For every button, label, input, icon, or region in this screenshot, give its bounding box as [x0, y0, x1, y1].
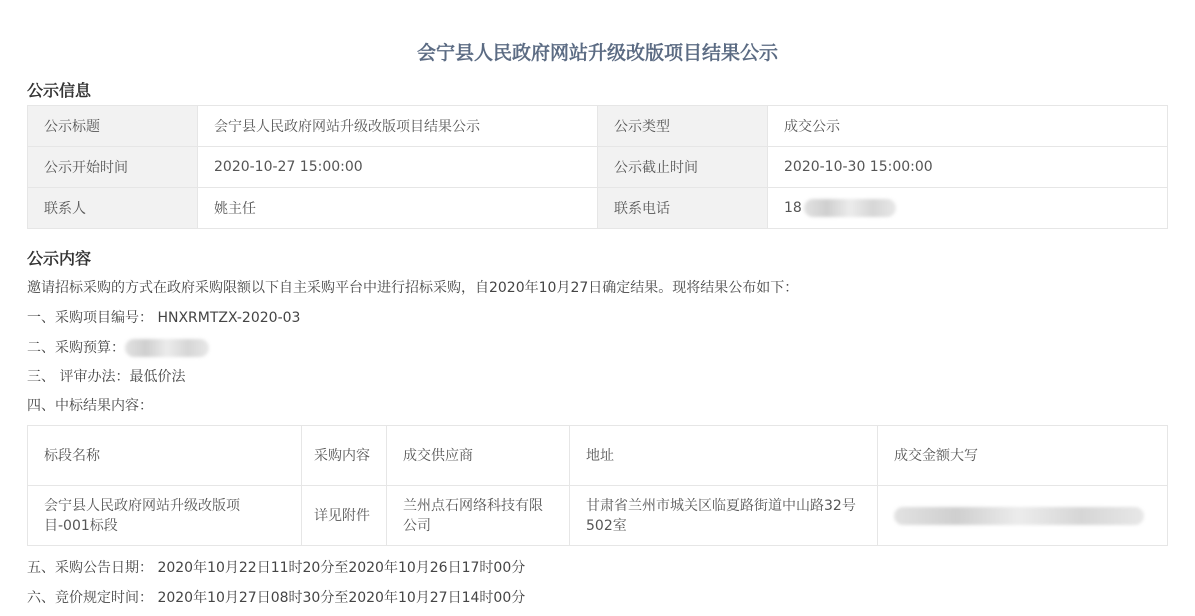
cell: 甘肃省兰州市城关区临夏路街道中山路32号502室 [570, 486, 878, 546]
evaluation-method: 三、 评审办法：最低价法 [27, 369, 186, 385]
intro-text: 邀请招标采购的方式在政府采购限额以下自主采购平台中进行招标采购，自2020年10月27日确定结果。现将结果公布如下： [27, 280, 799, 296]
redacted-blur [804, 199, 896, 217]
amount-cell [878, 486, 1168, 546]
project-number: 一、采购项目编号： HNXRMTZX-2020-03 [27, 310, 301, 326]
cell: 兰州点石网络科技有限公司 [387, 486, 570, 546]
info-section-heading: 公示信息 [27, 81, 92, 100]
label: 公示截止时间 [598, 147, 768, 188]
budget-label: 二、采购预算： [27, 340, 125, 356]
value: 2020-10-27 15:00:00 [198, 147, 598, 188]
phone-value: 18 [784, 200, 802, 216]
cell: 会宁县人民政府网站升级改版项目-001标段 [28, 486, 302, 546]
table-header-row [28, 426, 1168, 486]
label: 联系电话 [598, 188, 768, 229]
value: 成交公示 [768, 106, 1168, 147]
header-cell: 成交金额大写 [878, 426, 1168, 486]
page-title: 会宁县人民政府网站升级改版项目结果公示 [416, 42, 778, 64]
value: 姚主任 [198, 188, 598, 229]
header-cell: 采购内容 [302, 426, 387, 486]
header-cell: 成交供应商 [387, 426, 570, 486]
table-row [28, 106, 1168, 147]
header-cell: 标段名称 [28, 426, 302, 486]
redacted-blur [894, 507, 1144, 525]
label: 联系人 [28, 188, 198, 229]
redacted-blur [125, 339, 209, 357]
content-section-heading: 公示内容 [27, 249, 92, 268]
label: 公示标题 [28, 106, 198, 147]
phone-cell [768, 188, 1168, 229]
cell: 详见附件 [302, 486, 387, 546]
value: 会宁县人民政府网站升级改版项目结果公示 [198, 106, 598, 147]
info-table [27, 105, 1168, 229]
announcement-date: 五、采购公告日期： 2020年10月22日11时20分至2020年10月26日17时00分 [27, 560, 526, 576]
table-row [28, 147, 1168, 188]
table-row [28, 188, 1168, 229]
result-heading: 四、中标结果内容： [27, 398, 153, 414]
bidding-time: 六、竞价规定时间： 2020年10月27日08时30分至2020年10月27日14时00分 [27, 590, 526, 606]
result-table [27, 425, 1168, 546]
value: 2020-10-30 15:00:00 [768, 147, 1168, 188]
header-cell: 地址 [570, 426, 878, 486]
label: 公示类型 [598, 106, 768, 147]
label: 公示开始时间 [28, 147, 198, 188]
table-row [28, 486, 1168, 546]
budget-line [27, 337, 209, 357]
